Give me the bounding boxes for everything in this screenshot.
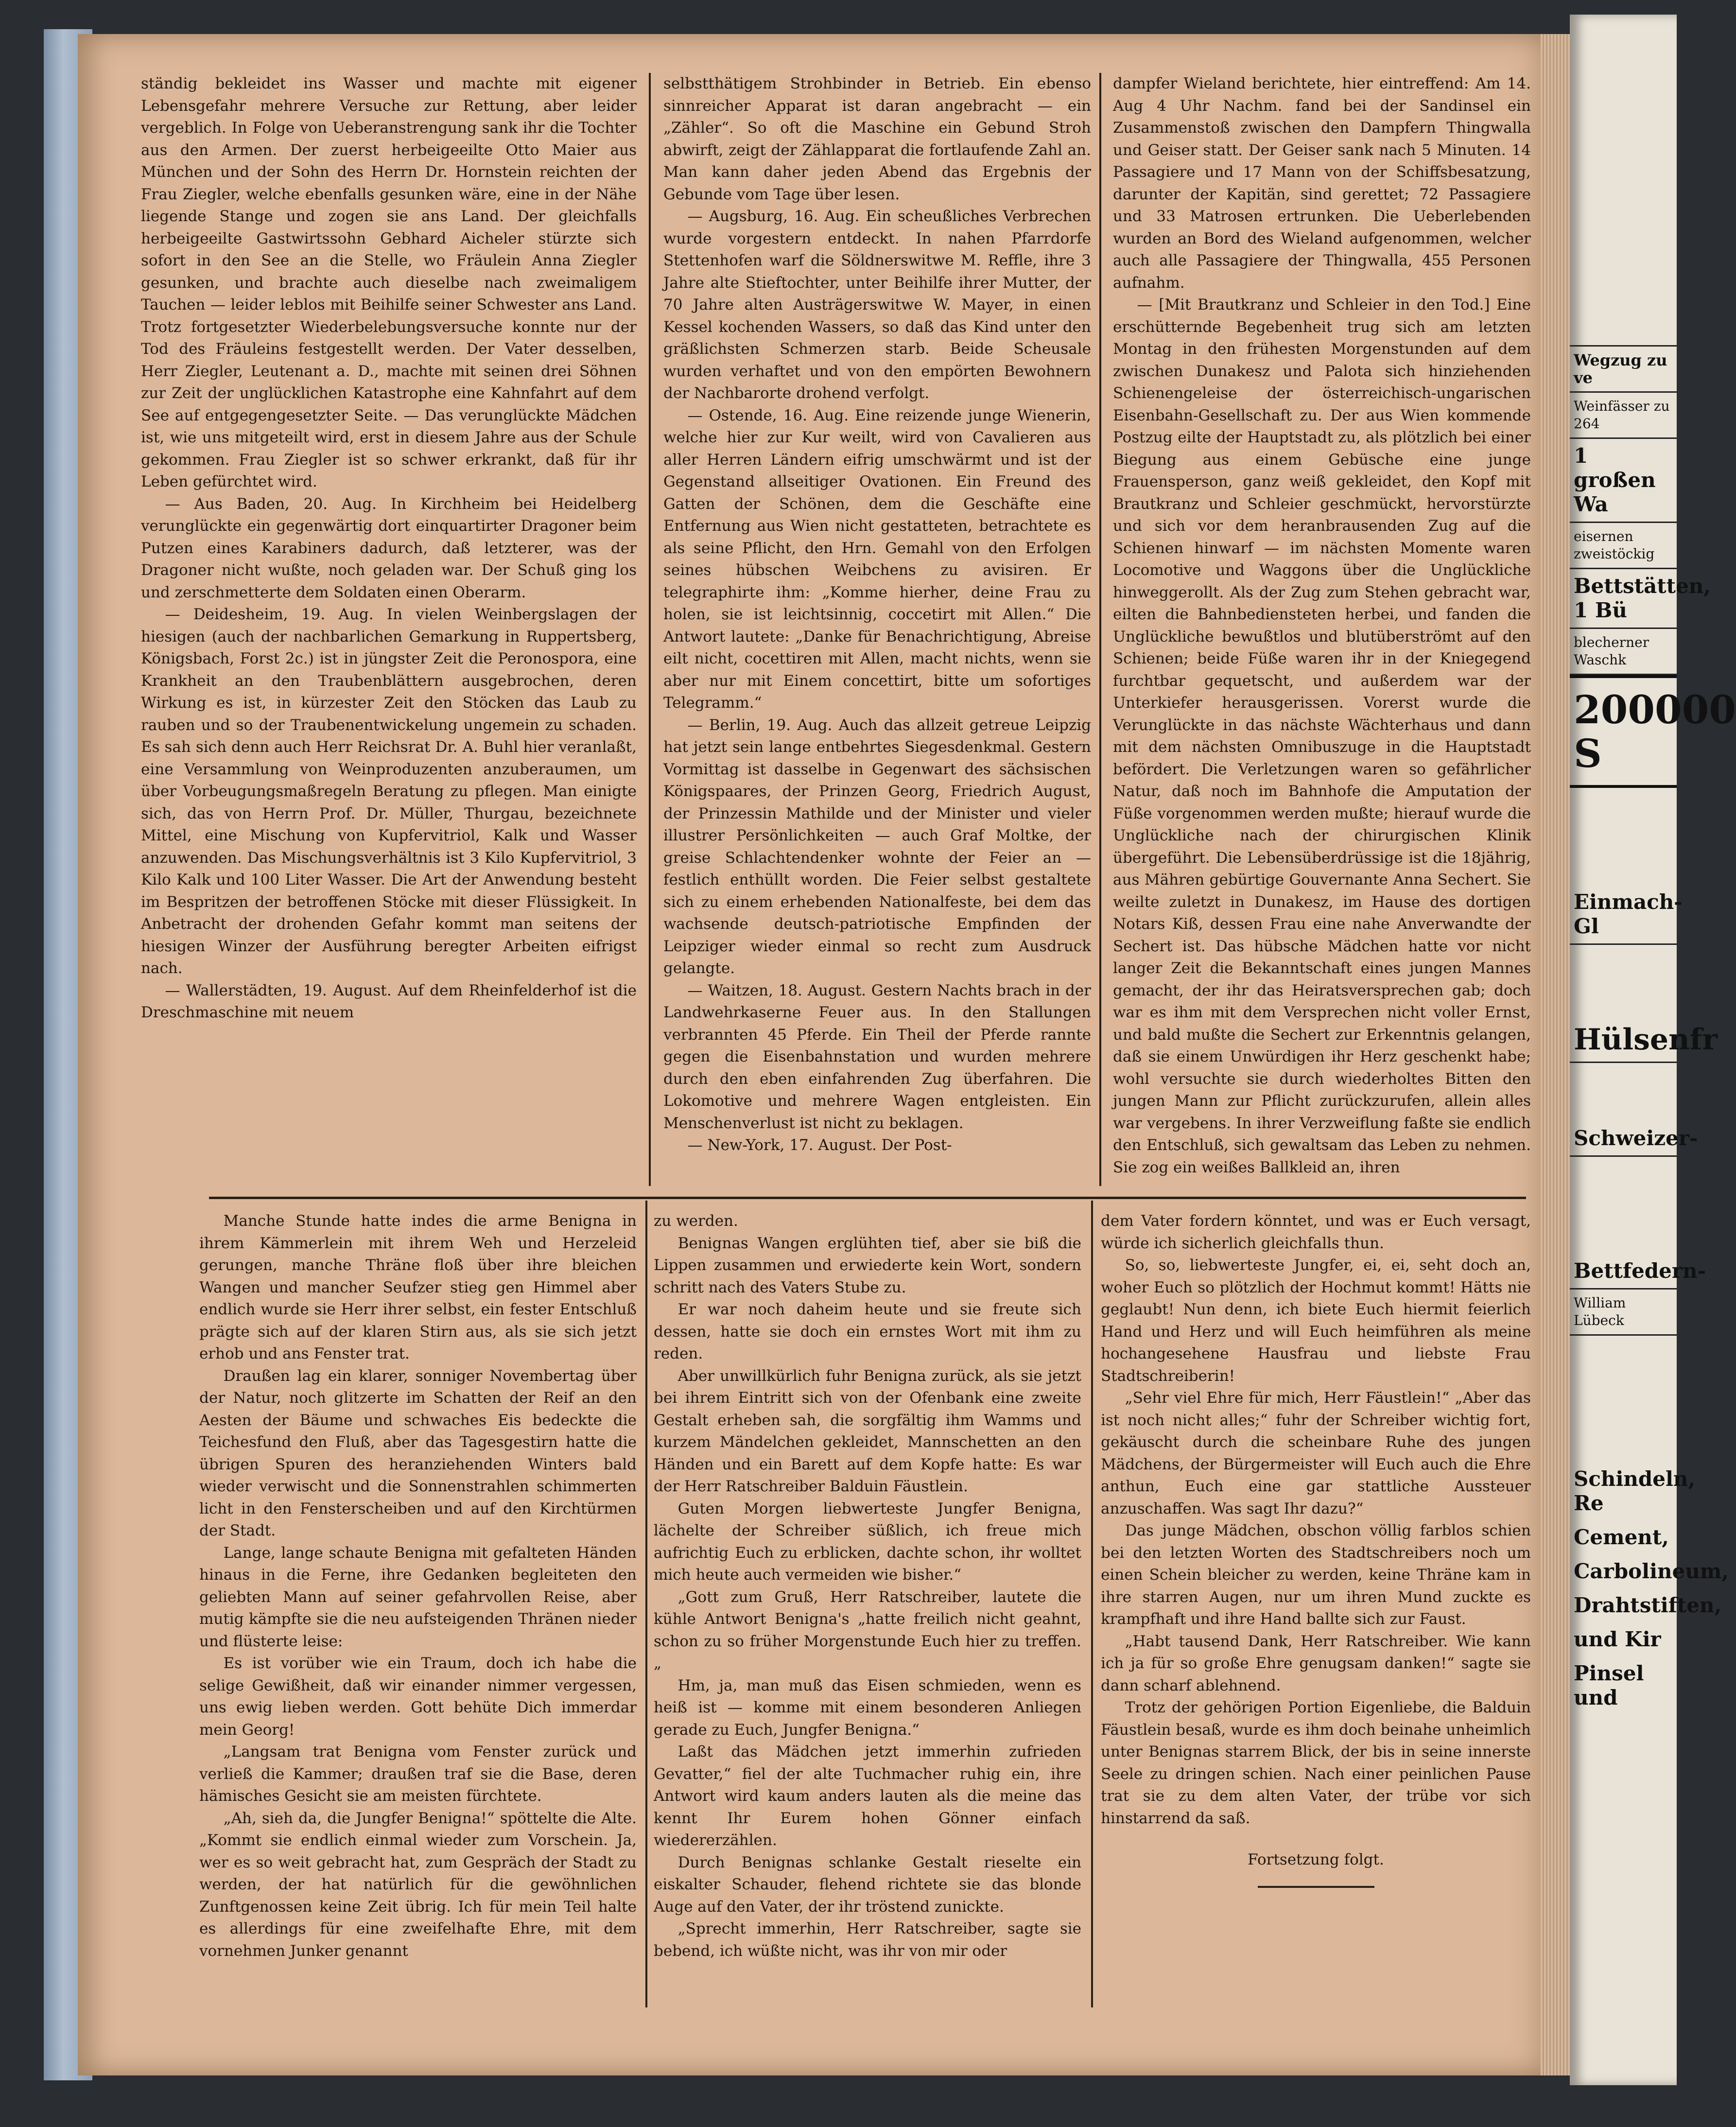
story-paragraph: zu werden. [654, 1212, 738, 1230]
ad-line: William Lübeck [1570, 1290, 1677, 1336]
story-paragraph: Durch Benignas schlanke Gestalt rieselte ein eiskalter Schauder, flehend richtete sie das blonde Auge auf den Vater, der ihr tröstend zunickte. [654, 1853, 1081, 1916]
ad-line: Schweizer- [1570, 1121, 1677, 1157]
continuation-note: Fortsetzung folgt. [1248, 1851, 1384, 1868]
ad-line: Bettfedern- [1570, 1254, 1677, 1290]
story-paragraph: „Sehr viel Ehre für mich, Herr Fäustlein!“ „Aber das ist noch nicht alles;“ fuhr der Schreiber wichtig fort, gekäuscht durch die scheinbare Ruhe des jungen Mädchens, der Bürgermeister will Euch auch die Ehre anthun, Euch eine gar stattliche Aussteuer anzuschaffen. Was sagt Ihr dazu?“ [1101, 1389, 1531, 1517]
ad-line: blecherner Waschk [1570, 629, 1677, 675]
article-paragraph: — Augsburg, 16. Aug. Ein scheußliches Verbrechen wurde vorgestern entdeckt. In nahen Pfarrdorfe Stettenhofen warf die Söldnerswitwe M. Reffle, ihre 3 Jahre alte Stieftochter, unter Beihilfe ihrer Mutter, der 70 Jahre alten Austrägerswitwe W. Mayer, in einen Kessel kochenden Wassers, so daß das Kind unter den gräßlichsten Schmerzen starb. Beide Scheusale wurden verhaftet und von den empörten Bewohnern der Nachbarorte drohend verfolgt. [663, 208, 1091, 402]
adjacent-page-ads [1570, 15, 1736, 2085]
article-paragraph: — Deidesheim, 19. Aug. In vielen Weinbergslagen der hiesigen (auch der nachbarlichen Gemarkung in Ruppertsberg, Königsbach, Forst 2c.) ist in jüngster Zeit die Peronospora, eine Krankheit an den Traubenblättern ausgebrochen, deren Wirkung es ist, in kürzester Zeit den Stöcken das Laub zu rauben und so der Traubenentwickelung ungemein zu schaden. Es sah sich denn auch Herr Reichsrat Dr. A. Buhl hier veranlaßt, eine Versammlung von Weinproduzenten anzuberaumen, um über Vorbeugungsmaßregeln Beratung zu pflegen. Man einigte sich, das von Herrn Prof. Dr. Müller, Thurgau, bezeichnete Mittel, eine Mischung von Kupfervitriol, Kalk und Wasser anzuwenden. Das Mischungsverhältnis ist 3 Kilo Kupfervitriol, 3 Kilo Kalk und 100 Liter Wasser. Die Art der Anwendung besteht im Bespritzen der betroffenen Stöcke mit dieser Flüssigkeit. In Anbetracht der drohenden Gefahr kommt man seitens der hiesigen Winzer der Ausführung beregter Arbeiten eifrigst nach. [141, 606, 637, 977]
article-paragraph: — [Mit Brautkranz und Schleier in den Tod.] Eine erschütternde Begebenheit trug sich am letzten Montag in den frühesten Morgenstunden auf dem zwischen Dunakesz und Palota sich hinziehenden Schienengeleise der österreichisch-ungarischen Eisenbahn-Gesellschaft zu. Der aus Wien kommende Postzug eilte der Hauptstadt zu, als plötzlich bei einer Biegung aus einem Gebüsche eine junge Frauensperson, ganz weiß gekleidet, den Kopf mit Brautkranz und Schleier geschmückt, hervorstürzte und sich vor dem heranbrausenden Zug auf die Schienen hinwarf — im nächsten Momente waren Locomotive und Waggons über die Unglückliche hinweggerollt. Als der Zug zum Stehen gebracht war, eilten die Bahnbediensteten herbei, und fanden die Unglückliche bewußtlos und blutüberströmt auf den Schienen; beide Füße waren ihr in der Kniegegend furchtbar gequetscht, und außerdem war der Unterkiefer herausgerissen. Vorerst wurde die Verunglückte in das nächste Wächterhaus und dann mit dem nächsten Omnibuszuge in die Hauptstadt befördert. Die Verletzungen waren so gefährlicher Natur, daß noch im Bahnhofe die Amputation der Füße vorgenommen werden mußte; hierauf wurde die Unglückliche nach der chirurgischen Klinik übergeführt. Die Lebensüberdrüssige ist die 18jährig, aus Mähren gebürtige Gouvernante Anna Sechert. Sie weilte zuletzt in Dunakesz, im Hause des dortigen Notars Kiß, dessen Frau eine nahe Anverwandte der Sechert ist. Das hübsche Mädchen hatte vor nicht langer Zeit die Bekanntschaft eines jungen Mannes gemacht, der ihr das Heiratsversprechen gab; doch war es ihm mit dem Versprechen nicht voller Ernst, und bald mußte die Sechert zur Erkenntnis gelangen, daß sie einem Unwürdigen ihr Herz geschenkt habe; wohl versuchte sie durch wiederholtes Bitten den jungen Mann zur Pflicht zurückzurufen, allein alles war vergebens. In ihrer Verzweiflung faßte sie endlich den Entschluß, sich gewaltsam das Leben zu nehmen. Sie zog ein weißes Ballkleid an, ihren [1113, 296, 1531, 1176]
article-paragraph: — Berlin, 19. Aug. Auch das allzeit getreue Leipzig hat jetzt sein lange entbehrtes Siegesdenkmal. Gestern Vormittag ist dasselbe in Gegenwart des sächsischen Königspaares, der Prinzen Georg, Friedrich August, der Prinzessin Mathilde und der Minister und vieler illustrer Persönlichkeiten — auch Graf Moltke, der greise Schlachtendenker wohnte der Feier an — festlich enthüllt worden. Die Feier selbst gestaltete sich zu einem erhebenden Nationalfeste, bei dem das wachsende deutsch-patriotische Empfinden der Leipziger wieder einmal so recht zum Ausdruck gelangte. [663, 716, 1091, 977]
column-divider [1091, 1201, 1093, 2007]
story-paragraph: Manche Stunde hatte indes die arme Benigna in ihrem Kämmerlein mit ihrem Weh und Herzeleid gerungen, manche Thräne floß über ihre bleichen Wangen und mancher Seufzer stieg gen Himmel aber endlich wurde sie Herr ihrer selbst, ein fester Entschluß prägte sich auf der klaren Stirn aus, als sie sich jetzt erhob und ans Fenster trat. [199, 1212, 637, 1362]
column-divider [1099, 73, 1101, 1186]
column-divider [645, 1201, 647, 2007]
story-paragraph: „Ah, sieh da, die Jungfer Benigna!“ spöttelte die Alte. „Kommt sie endlich einmal wieder zum Vorschein. Ja, wer es so weit gebracht hat, zum Gespräch der Stadt zu werden, der hat natürlich für die gewöhnlichen Zunftgenossen keine Zeit übrig. Ich für mein Teil halte es allerdings für eine zweifelhafte Ehre, mit dem vornehmen Junker genannt [199, 1809, 637, 1960]
ad-fragment-top [1570, 15, 1677, 347]
column-bottom-1 [199, 1210, 637, 2007]
story-paragraph: Benignas Wangen erglühten tief, aber sie biß die Lippen zusammen und erwiederte kein Wort, sondern schritt nach des Vaters Stube zu. [654, 1234, 1081, 1296]
article-paragraph: selbstthätigem Strohbinder in Betrieb. Ein ebenso sinnreicher Apparat ist daran angebracht — ein „Zähler“. So oft die Maschine ein Gebund Stroh abwirft, zeigt der Zählapparat die fortlaufende Zahl an. Man kann daher jeden Abend das Ergebnis der Gebunde vom Tage über lesen. [663, 75, 1091, 203]
ad-line: Drahtstiften, [1574, 1593, 1722, 1617]
story-paragraph: Draußen lag ein klarer, sonniger Novembertag über der Natur, noch glitzerte im Schatten der Reif an den Aesten der Bäume und schwaches Eis bedeckte die Teichesfund den Fluß, aber das Tagesgestirn hatte die übrigen Spuren des heranziehenden Winters bald wieder verwischt und die Sonnenstrahlen schimmerten licht in den Fensterscheiben und auf den Kirchtürmen der Stadt. [199, 1367, 637, 1539]
column-top-3 [1113, 73, 1531, 1186]
article-paragraph: — Aus Baden, 20. Aug. In Kirchheim bei Heidelberg verunglückte ein gegenwärtig dort einquartirter Dragoner beim Putzen eines Karabiners dadurch, daß letzterer, was der Dragoner nicht wußte, noch geladen war. Der Schuß ging los und zerschmetterte dem Soldaten einen Oberarm. [141, 495, 637, 601]
column-top-1 [141, 73, 637, 1186]
end-rule [1258, 1886, 1374, 1888]
ad-line: Cement, [1574, 1525, 1669, 1549]
article-paragraph: — Waitzen, 18. August. Gestern Nachts brach in der Landwehrkaserne Feuer aus. In den Stallungen verbrannten 45 Pferde. Ein Theil der Pferde rannte gegen die Eisenbahnstation und wurden mehrere durch den eben einfahrenden Zug überfahren. Die Lokomotive und mehrere Wagen entgleisten. Ein Menschenverlust ist nicht zu beklagen. [663, 981, 1091, 1132]
story-paragraph: Trotz der gehörigen Portion Eigenliebe, die Balduin Fäustlein besaß, wurde es ihm doch beinahe unheimlich unter Benignas starrem Blick, der bis in seine innerste Seele zu dringen schien. Nach einer peinlichen Pause trat sie zu dem alten Vater, der trübe vor sich hinstarrend da saß. [1101, 1699, 1531, 1827]
story-paragraph: Hm, ja, man muß das Eisen schmieden, wenn es heiß ist — komme mit einem besonderen Anliegen gerade zu Euch, Jungfer Benigna.“ [654, 1676, 1081, 1739]
story-paragraph: Es ist vorüber wie ein Traum, doch ich habe die selige Gewißheit, daß wir einander nimmer vergessen, uns ewig lieben werden. Gott behüte Dich immerdar mein Georg! [199, 1655, 637, 1739]
column-bottom-3 [1101, 1210, 1531, 2007]
ad-line: Einmach-Gl [1570, 885, 1677, 945]
story-paragraph: So, so, liebwerteste Jungfer, ei, ei, seht doch an, woher Euch so plötzlich der Hochmut kommt! Hätts nie geglaubt! Nun denn, ich biete Euch hiermit feierlich Hand und Herz und will Euch heimführen als meine hochangesehene Hausfrau und liebste Frau Stadtschreiberin! [1101, 1256, 1531, 1385]
ad-line: Wegzug zu ve [1570, 347, 1677, 393]
ad-line: Pinsel und [1574, 1661, 1644, 1709]
story-paragraph: „Sprecht immerhin, Herr Ratschreiber, sagte sie bebend, ich wüßte nicht, was ihr von mir oder [654, 1920, 1081, 1960]
ad-line: Weinfässer zu 264 [1570, 393, 1677, 439]
column-top-2 [663, 73, 1091, 1186]
story-paragraph: „Langsam trat Benigna vom Fenster zurück und verließ die Kammer; draußen traf sie die Base, deren hämisches Gesicht sie am meisten fürchtete. [199, 1743, 637, 1805]
ad-line: und Kir [1574, 1627, 1661, 1651]
section-divider [209, 1197, 1526, 1199]
column-bottom-2 [654, 1210, 1081, 2007]
story-paragraph: Lange, lange schaute Benigna mit gefalteten Händen hinaus in die Ferne, ihre Gedanken begleiteten den geliebten Mann auf seiner gefahrvollen Reise, aber mutig kämpfte sie die neu aufsteigenden Thränen nieder und flüsterte leise: [199, 1544, 637, 1650]
story-paragraph: Aber unwillkürlich fuhr Benigna zurück, als sie jetzt bei ihrem Eintritt sich von der Ofenbank eine zweite Gestalt erheben sah, die sorgfältig ihm Wamms und kurzem Mändelchen gekleidet, Mannschetten an den Händen und ein Barett auf dem Kopfe hatte: Es war der Herr Ratschreiber Balduin Fäustlein. [654, 1367, 1081, 1495]
story-paragraph: „Gott zum Gruß, Herr Ratschreiber, lautete die kühle Antwort Benigna's „hatte freilich nicht geahnt, schon zu so früher Morgenstunde Euch hier zu treffen.„ [654, 1588, 1081, 1672]
ad-line: eisernen zweistöckig [1570, 523, 1677, 569]
ad-headline: 200000 S [1570, 675, 1677, 788]
ad-line: Schindeln, Re [1574, 1467, 1696, 1515]
story-paragraph: Guten Morgen liebwerteste Jungfer Benigna, lächelte der Schreiber süßlich, ich freue mich aufrichtig Euch zu erblicken, dachte schon, ihr wolltet mich heute auch vermeiden wie bisher.“ [654, 1499, 1081, 1584]
article-paragraph: — Wallerstädten, 19. August. Auf dem Rheinfelderhof ist die Dreschmaschine mit neuem [141, 981, 637, 1021]
ad-line: 1 großen Wa [1570, 439, 1677, 523]
ad-line: Carbolineum, [1574, 1559, 1729, 1583]
story-paragraph: Er war noch daheim heute und sie freute sich dessen, hatte sie doch ein ernstes Wort mit ihm zu reden. [654, 1301, 1081, 1362]
story-paragraph: „Habt tausend Dank, Herr Ratschreiber. Wie kann ich ja für so große Ehre genugsam danken!“ sagte sie dann scharf ablehnend. [1101, 1632, 1531, 1694]
article-paragraph: dampfer Wieland berichtete, hier eintreffend: Am 14. Aug 4 Uhr Nachm. fand bei der Sandinsel ein Zusammenstoß zwischen den Dampfern Thingwalla und Geiser statt. Der Geiser sank nach 5 Minuten. 14 Passagiere und 17 Mann von der Schiffsbesatzung, darunter der Kapitän, sind gerettet; 72 Passagiere und 33 Matrosen ertrunken. Die Ueberlebenden wurden an Bord des Wieland aufgenommen, welcher auch alle Passagiere der Thingwalla, 455 Personen aufnahm. [1113, 75, 1531, 292]
article-paragraph: — Ostende, 16. Aug. Eine reizende junge Wienerin, welche hier zur Kur weilt, wird von Cavalieren aus aller Herren Ländern eifrig umschwärmt und ist der Gegenstand allseitiger Ovationen. Ein Freund des Gatten der Schönen, dem die Geschäfte eine Entfernung aus Wien nicht gestatteten, betrachtete es als seine Pflicht, den Hrn. Gemahl von den Erfolgen seines hübschen Weibchens zu avisiren. Er telegraphirte ihm: „Komme hierher, deine Frau zu holen, sie ist leichtsinnig, coccetirt mit Allen.“ Die Antwort lautete: „Danke für Benachrichtigung, Abreise eilt nicht, cocettiren mit Allen, macht nichts, wenn sie aber nur mit Einem concettirt, bitte um sofortiges Telegramm.“ [663, 406, 1091, 712]
ad-line: Hülsenfr [1570, 1018, 1677, 1063]
story-paragraph: Das junge Mädchen, obschon völlig farblos schien bei den letzten Worten des Stadtschreibers noch um einen Schein bleicher zu werden, keine Thräne kam in ihre starren Augen, nur um ihren Mund zuckte es krampfhaft und ihre Hand ballte sich zur Faust. [1101, 1522, 1531, 1628]
story-paragraph: dem Vater fordern könntet, und was er Euch versagt, würde ich sicherlich gleichfalls thun. [1101, 1212, 1531, 1252]
story-paragraph: Laßt das Mädchen jetzt immerhin zufrieden Gevatter,“ fiel der alte Tuchmacher ruhig ein, ihre Antwort wird kaum anders lauten als die meine das kennt Ihr Eurem hohen Gönner einfach wiedererzählen. [654, 1743, 1081, 1849]
article-paragraph: — New-York, 17. August. Der Post- [687, 1136, 952, 1154]
page-stack-edge [1541, 34, 1570, 2075]
article-paragraph: ständig bekleidet ins Wasser und machte mit eigener Lebensgefahr mehrere Versuche zur Rettung, aber leider vergeblich. In Folge von Ueberanstrengung sank ihr die Tochter aus den Armen. Der zuerst herbeigeeilte Otto Maier aus München und der Sohn des Herrn Dr. Hornstein reichten der Frau Ziegler, welche ebenfalls gesunken wäre, eine in der Nähe liegende Stange und zogen sie ans Land. Der gleichfalls herbeigeeilte Gastwirtssohn Gebhard Aicheler stürzte sich sofort in den See an die Stelle, wo Fräulein Anna Ziegler gesunken, und brachte auch dieselbe nach zweimaligem Tauchen — leider leblos mit Beihilfe seiner Schwester ans Land. Trotz fortgesetzter Wiederbelebungsversuche konnte nur der Tod des Fräuleins festgestellt werden. Der Vater desselben, Herr Ziegler, Leutenant a. D., machte mit seinen drei Söhnen zur Zeit der unglücklichen Katastrophe eine Kahnfahrt auf dem See auf entgegengesetzter Seite. — Das verunglückte Mädchen ist, wie uns mitgeteilt wird, erst in diesem Jahre aus der Schule gekommen. Frau Ziegler ist so schwer erkrankt, daß für ihr Leben gefürchtet wird. [141, 75, 637, 490]
column-divider [649, 73, 651, 1186]
ad-line: Bettstätten, 1 Bü [1570, 569, 1677, 629]
